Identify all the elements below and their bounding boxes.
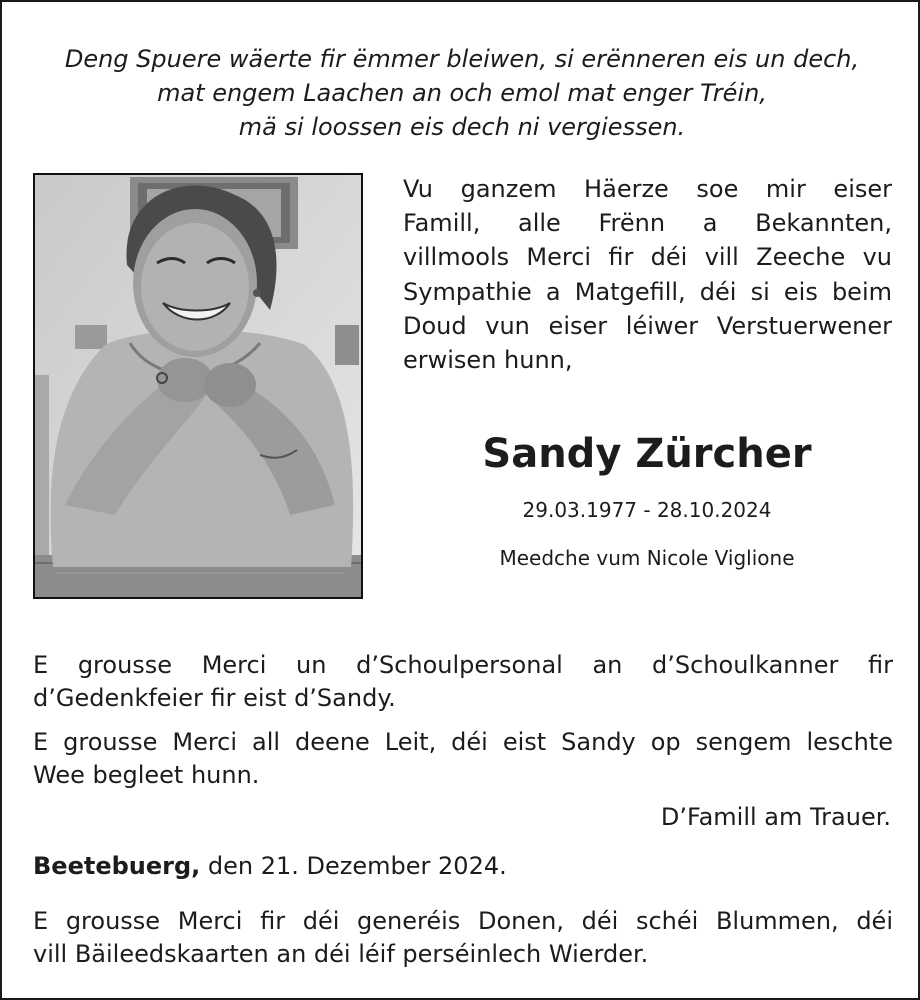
thanks-school (33, 649, 893, 715)
life-dates: 29.03.1977 - 28.10.2024 (522, 498, 772, 522)
thanks-line: vill Bäileedskaarten an déi léif perséinlech Wierder. (33, 940, 649, 968)
deceased-name: Sandy Zürcher (482, 431, 812, 477)
poem-line: mat engem Laachen an och emol mat enger Tréin, (157, 79, 767, 107)
relation-line: Meedche vum Nicole Viglione (499, 546, 795, 570)
intro-line: erwisen hunn, (403, 346, 573, 375)
intro-line: Vu ganzem Häerze soe mir eiser (403, 175, 892, 203)
poem-line: mä si loossen eis dech ni vergiessen. (238, 113, 686, 141)
place-town: Beetebuerg, (33, 852, 201, 880)
portrait-photo (33, 173, 363, 599)
intro-line: Sympathie a Matgefill, déi si eis beim (403, 277, 892, 306)
thanks-people (33, 726, 893, 792)
poem-line: Deng Spuere wäerte fir ëmmer bleiwen, si erënneren eis un dech, (64, 45, 860, 73)
thanks-line: Wee begleet hunn. (33, 761, 260, 789)
thanks-line: d’Gedenkfeier fir eist d’Sandy. (33, 684, 396, 712)
thanks-line: E grousse Merci un d’Schoulpersonal an d’Schoulkanner fir (33, 651, 893, 679)
thanks-donations (33, 905, 893, 971)
thanks-line: E grousse Merci all deene Leit, déi eist Sandy op sengem leschte (33, 728, 893, 756)
portrait-photo-drawing (35, 175, 361, 597)
family-signature: D’Famill am Trauer. (660, 803, 891, 831)
intro-text (403, 172, 892, 377)
memorial-poem (22, 42, 902, 144)
intro-line: Famill, alle Frënn a Bekannten, (403, 209, 892, 238)
place-date (33, 850, 893, 883)
place-date-text: den 21. Dezember 2024. (200, 852, 507, 880)
intro-line: villmools Merci fir déi vill Zeeche vu (403, 243, 892, 272)
thanks-line: E grousse Merci fir déi generéis Donen, déi schéi Blummen, déi (33, 907, 893, 935)
intro-line: Doud vun eiser léiwer Verstuerwener (403, 311, 892, 340)
